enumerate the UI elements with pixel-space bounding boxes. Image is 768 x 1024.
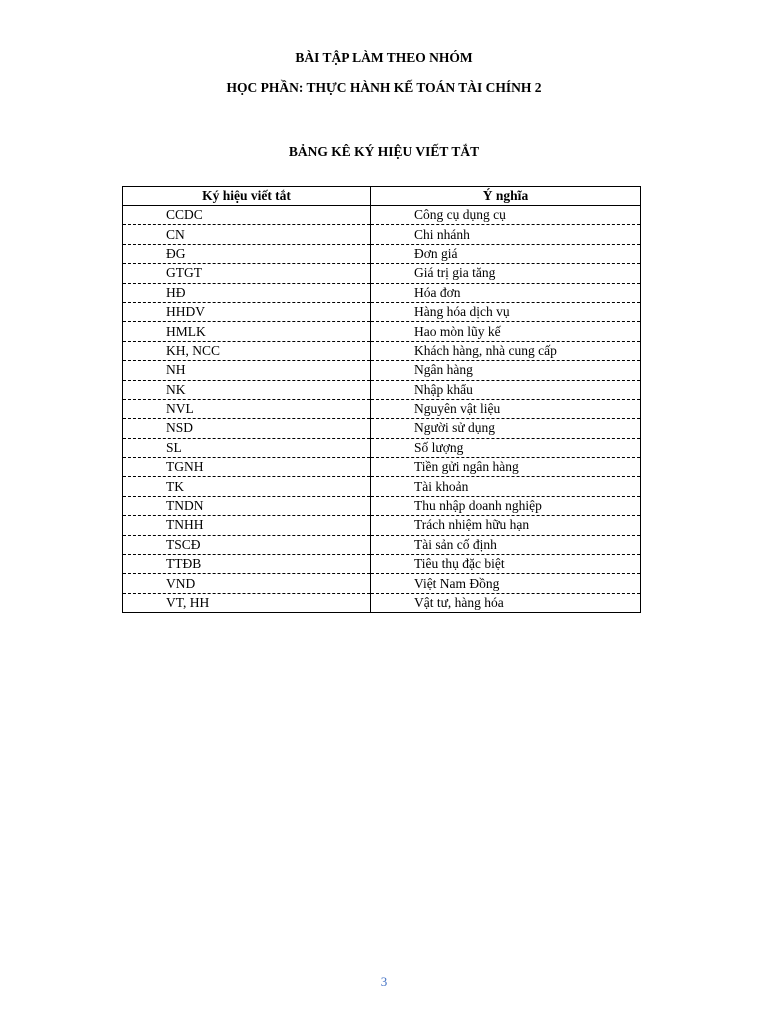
page-number: 3 [380, 974, 388, 989]
course-title: HỌC PHẦN: THỰC HÀNH KẾ TOÁN TÀI CHÍNH 2 [226, 80, 542, 95]
abbreviation-cell: NK [123, 380, 371, 399]
meaning-cell: Ngân hàng [371, 361, 641, 380]
meaning-cell: Vật tư, hàng hóa [371, 593, 641, 612]
abbreviation-cell: GTGT [123, 264, 371, 283]
abbreviation-cell: TNHH [123, 516, 371, 535]
abbreviation-cell: HHDV [123, 302, 371, 321]
meaning-cell: Hóa đơn [371, 283, 641, 302]
abbreviation-cell: CN [123, 225, 371, 244]
meaning-cell: Trách nhiệm hữu hạn [371, 516, 641, 535]
table-row [123, 555, 641, 574]
meaning-cell: Hàng hóa dịch vụ [371, 302, 641, 321]
abbreviation-cell: SL [123, 438, 371, 457]
meaning-cell: Chi nhánh [371, 225, 641, 244]
table-row [123, 516, 641, 535]
table-row [123, 244, 641, 263]
meaning-cell: Giá trị gia tăng [371, 264, 641, 283]
table-row [123, 477, 641, 496]
meaning-cell: Công cụ dụng cụ [371, 206, 641, 225]
table-title: BẢNG KÊ KÝ HIỆU VIẾT TẮT [288, 144, 480, 159]
abbreviation-cell: VND [123, 574, 371, 593]
meaning-cell: Thu nhập doanh nghiệp [371, 496, 641, 515]
meaning-cell: Nguyên vật liệu [371, 399, 641, 418]
meaning-cell: Tiền gửi ngân hàng [371, 458, 641, 477]
table-header-row [123, 187, 641, 206]
meaning-cell: Đơn giá [371, 244, 641, 263]
abbreviation-cell: TNDN [123, 496, 371, 515]
meaning-cell: Tài khoản [371, 477, 641, 496]
meaning-cell: Khách hàng, nhà cung cấp [371, 341, 641, 360]
table-row [123, 458, 641, 477]
table-row [123, 206, 641, 225]
table-row [123, 496, 641, 515]
abbreviation-cell: TGNH [123, 458, 371, 477]
table-row [123, 419, 641, 438]
abbreviation-cell: HMLK [123, 322, 371, 341]
table-row [123, 535, 641, 554]
meaning-cell: Số lượng [371, 438, 641, 457]
abbreviation-cell: KH, NCC [123, 341, 371, 360]
meaning-cell: Tiêu thụ đặc biệt [371, 555, 641, 574]
meaning-cell: Nhập khẩu [371, 380, 641, 399]
meaning-cell: Người sử dụng [371, 419, 641, 438]
abbreviation-cell: NH [123, 361, 371, 380]
table-row [123, 302, 641, 321]
abbreviation-cell: TK [123, 477, 371, 496]
meaning-cell: Tài sản cố định [371, 535, 641, 554]
header-meaning: Ý nghĩa [371, 187, 641, 206]
table-row [123, 283, 641, 302]
meaning-cell: Hao mòn lũy kế [371, 322, 641, 341]
table-row [123, 593, 641, 612]
abbreviation-table [122, 186, 641, 613]
abbreviation-cell: HĐ [123, 283, 371, 302]
table-row [123, 399, 641, 418]
abbreviation-cell: ĐG [123, 244, 371, 263]
table-row [123, 341, 641, 360]
table-row [123, 322, 641, 341]
abbreviation-cell: NSD [123, 419, 371, 438]
meaning-cell: Việt Nam Đồng [371, 574, 641, 593]
table-body [123, 206, 641, 613]
document-title: BÀI TẬP LÀM THEO NHÓM [295, 50, 473, 65]
table-row [123, 225, 641, 244]
table-row [123, 264, 641, 283]
abbreviation-cell: CCDC [123, 206, 371, 225]
table-row [123, 361, 641, 380]
header-abbreviation: Ký hiệu viết tắt [123, 187, 371, 206]
abbreviation-cell: TSCĐ [123, 535, 371, 554]
abbreviation-cell: TTĐB [123, 555, 371, 574]
table-row [123, 438, 641, 457]
abbreviation-cell: NVL [123, 399, 371, 418]
table-row [123, 380, 641, 399]
table-row [123, 574, 641, 593]
abbreviation-cell: VT, HH [123, 593, 371, 612]
